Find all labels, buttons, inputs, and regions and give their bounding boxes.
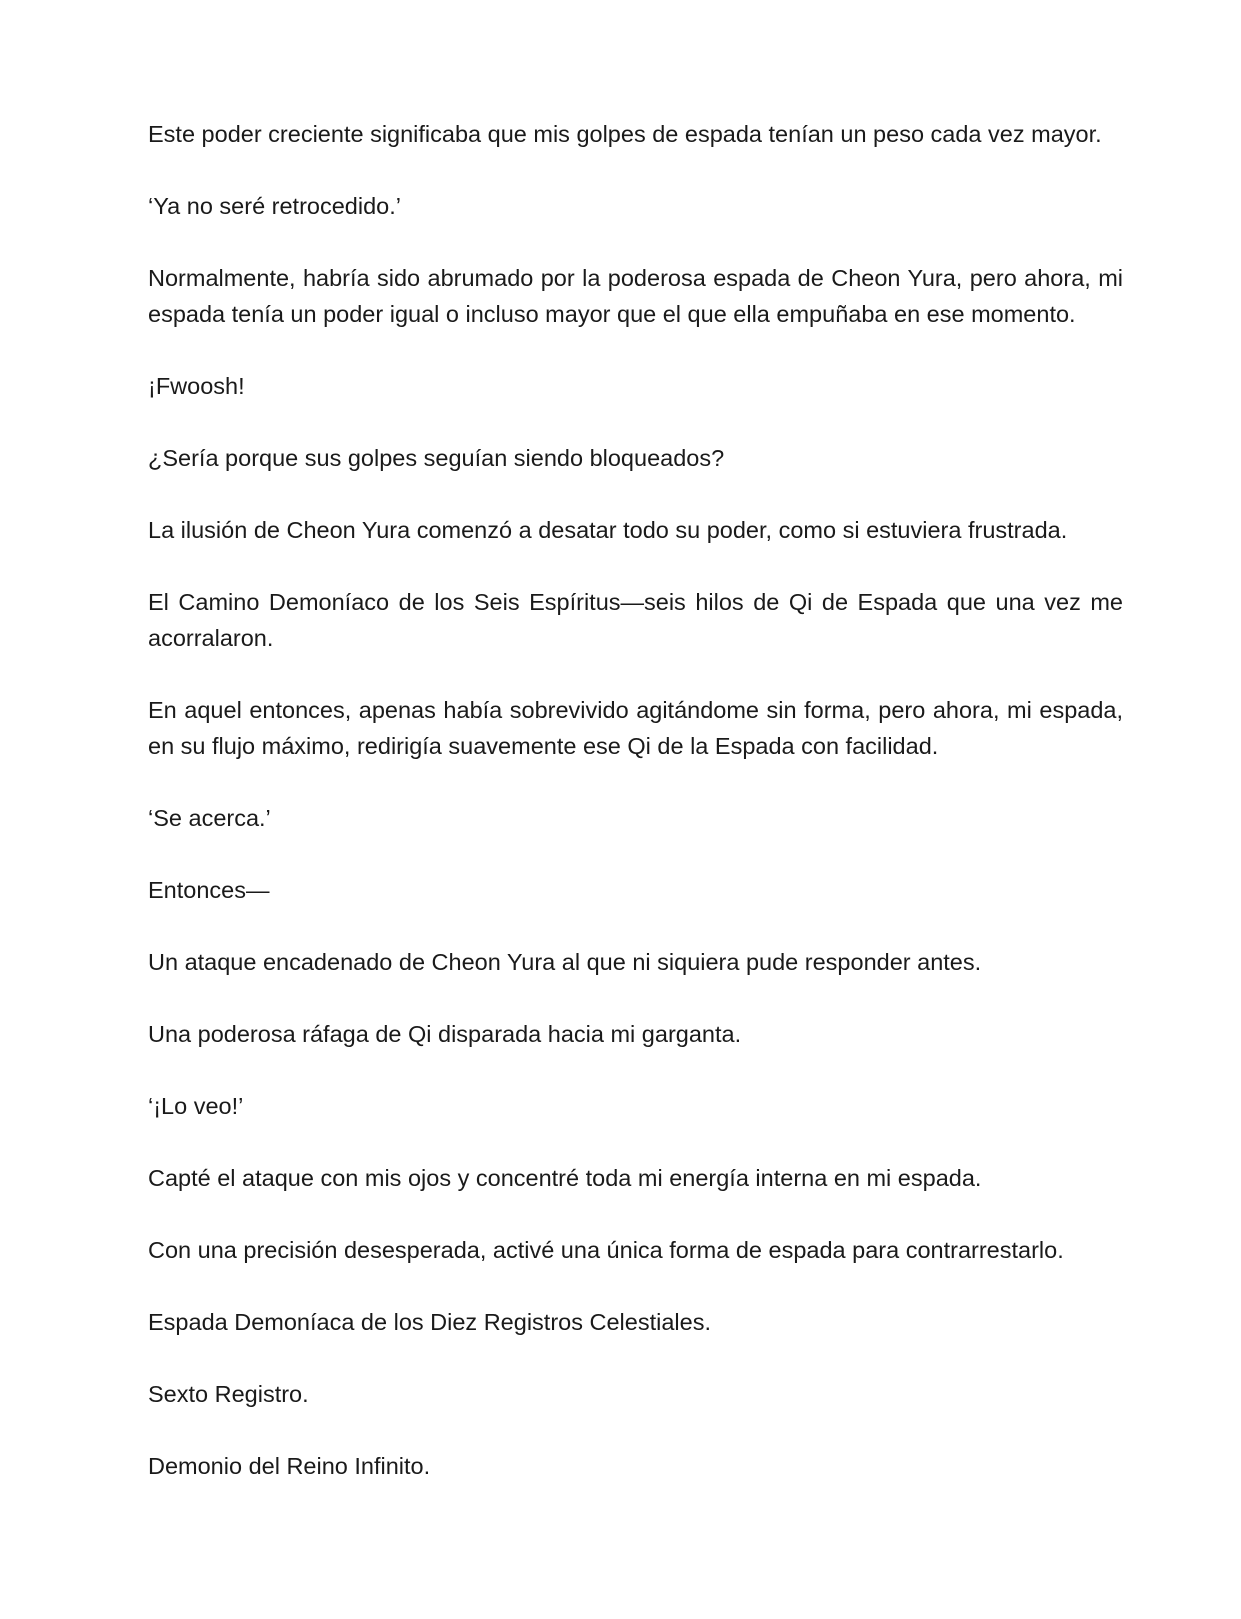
paragraph: ‘Ya no seré retrocedido.’	[148, 193, 401, 219]
paragraph: ‘Se acerca.’	[148, 805, 271, 831]
paragraph: La ilusión de Cheon Yura comenzó a desatar todo su poder, como si estuviera frustrada.	[148, 517, 1068, 543]
paragraph: Espada Demoníaca de los Diez Registros Celestiales.	[148, 1309, 711, 1335]
paragraph: Demonio del Reino Infinito.	[148, 1453, 431, 1479]
paragraph: Capté el ataque con mis ojos y concentré toda mi energía interna en mi espada.	[148, 1165, 982, 1191]
paragraph: Entonces—	[148, 877, 270, 903]
paragraph: En aquel entonces, apenas había sobrevivido agitándome sin forma, pero ahora, mi espada, en su flujo máximo, redirigía suavemente ese Qi de la Espada con facilidad.	[148, 697, 1123, 759]
paragraph: ¡Fwoosh!	[148, 373, 245, 399]
paragraph: Una poderosa ráfaga de Qi disparada hacia mi garganta.	[148, 1021, 742, 1047]
paragraph: Este poder creciente significaba que mis golpes de espada tenían un peso cada vez mayor.	[148, 121, 1102, 147]
paragraph: Normalmente, habría sido abrumado por la poderosa espada de Cheon Yura, pero ahora, mi espada tenía un poder igual o incluso mayor que el que ella empuñaba en ese momento.	[148, 265, 1123, 327]
paragraph: Sexto Registro.	[148, 1381, 309, 1407]
document-body	[148, 116, 1123, 1484]
paragraph: ‘¡Lo veo!’	[148, 1093, 244, 1119]
paragraph: Un ataque encadenado de Cheon Yura al que ni siquiera pude responder antes.	[148, 949, 982, 975]
paragraph: ¿Sería porque sus golpes seguían siendo bloqueados?	[148, 445, 725, 471]
paragraph: Con una precisión desesperada, activé una única forma de espada para contrarrestarlo.	[148, 1237, 1064, 1263]
paragraph: El Camino Demoníaco de los Seis Espíritus—seis hilos de Qi de Espada que una vez me acorralaron.	[148, 589, 1123, 651]
